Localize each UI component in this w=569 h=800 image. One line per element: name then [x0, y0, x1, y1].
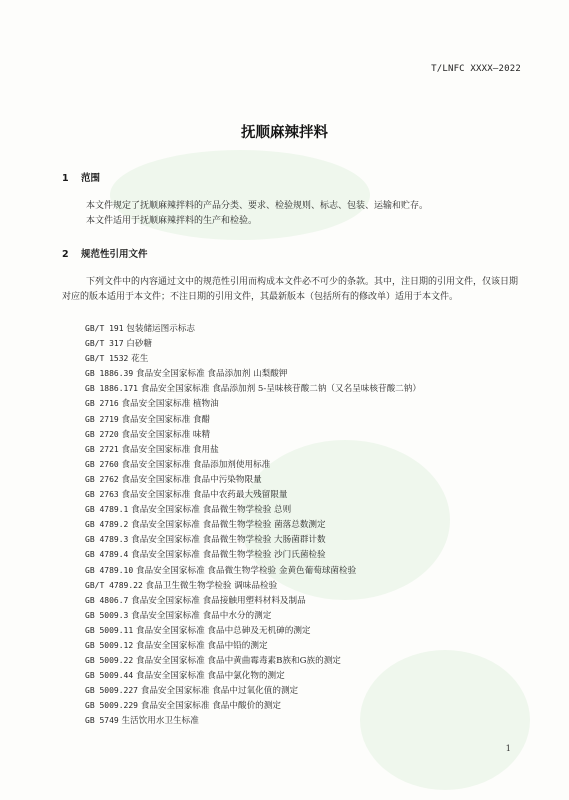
reference-code: GB 5009.12: [85, 640, 134, 650]
reference-title: 食品安全国家标准 食品微生物学检验 总则: [131, 505, 292, 516]
reference-item: [85, 457, 421, 472]
reference-item: [85, 532, 421, 547]
reference-item: [85, 578, 421, 593]
reference-code: GB 5009.11: [85, 625, 134, 635]
reference-item: [85, 517, 421, 532]
reference-title: 食品安全国家标准 食品中污染物限量: [121, 474, 262, 485]
reference-item: [85, 547, 421, 562]
reference-item: [85, 321, 421, 336]
reference-code: GB/T 4789.22: [85, 580, 143, 590]
reference-code: GB 4789.2: [85, 520, 129, 530]
reference-code: GB 2716: [85, 399, 119, 409]
section-number: 1: [62, 173, 69, 184]
reference-title: 食品安全国家标准 食品中氯化物的测定: [135, 671, 285, 682]
reference-item: [85, 668, 421, 683]
reference-code: GB 4789.3: [85, 535, 129, 545]
reference-title: 食品安全国家标准 食用盐: [121, 444, 219, 455]
section-title: 范围: [81, 173, 101, 184]
reference-item: [85, 442, 421, 457]
reference-code: GB 4789.1: [85, 505, 129, 515]
reference-item: [85, 412, 421, 427]
reference-title: 食品安全国家标准 食品微生物学检验 菌落总数测定: [131, 520, 326, 531]
section-2-intro: [62, 275, 522, 304]
reference-title: 食品安全国家标准 植物油: [121, 399, 219, 410]
section-number: 2: [62, 249, 69, 260]
reference-item: [85, 502, 421, 517]
paragraph: 本文件适用于抚顺麻辣拌料的生产和检验。: [86, 215, 258, 226]
reference-code: GB 5009.44: [85, 671, 134, 681]
reference-code: GB/T 191: [85, 324, 124, 333]
reference-title: 食品安全国家标准 食品中农药最大残留限量: [121, 490, 288, 501]
reference-item: [85, 381, 421, 396]
reference-item: [85, 351, 421, 366]
reference-title: 食品安全国家标准 食品添加剂使用标准: [121, 459, 271, 470]
reference-title: 食品安全国家标准 食品中黄曲霉毒素B族和G族的测定: [135, 656, 341, 667]
reference-title: 食品安全国家标准 味精: [121, 429, 211, 440]
reference-item: [85, 713, 421, 728]
page-number: 1: [505, 744, 511, 754]
reference-code: GB/T 1532: [85, 354, 129, 364]
reference-code: GB 4806.7: [85, 595, 129, 605]
reference-code: GB 2760: [85, 459, 119, 469]
reference-item: [85, 563, 421, 578]
reference-item: [85, 472, 421, 487]
paragraph: 本文件规定了抚顺麻辣拌料的产品分类、要求、检验规则、标志、包装、运输和贮存。: [86, 201, 429, 211]
reference-code: GB 2719: [85, 414, 119, 424]
reference-code: GB 4789.4: [85, 550, 129, 560]
reference-item: [85, 336, 421, 351]
reference-title: 食品安全国家标准 食品添加剂 山梨酸钾: [135, 369, 288, 380]
section-2-heading: [62, 246, 148, 260]
reference-item: [85, 487, 421, 502]
reference-title: 食品安全国家标准 食品微生物学检验 大肠菌群计数: [131, 535, 326, 546]
reference-item: [85, 653, 421, 668]
reference-code: GB 5009.22: [85, 656, 134, 666]
reference-item: [85, 396, 421, 411]
section-1-heading: [62, 170, 100, 184]
reference-item: [85, 608, 421, 623]
reference-title: 食品卫生微生物学检验 调味品检验: [145, 580, 278, 591]
reference-code: GB 2721: [85, 444, 119, 454]
reference-code: GB 5009.229: [85, 701, 138, 711]
reference-code: GB 2720: [85, 429, 119, 439]
reference-item: [85, 683, 421, 698]
section-1-body: [62, 199, 522, 228]
reference-code: GB 5009.3: [85, 610, 129, 620]
reference-code: GB 2763: [85, 490, 119, 500]
reference-item: [85, 623, 421, 638]
document-code: T/LNFC XXXX—2022: [431, 64, 521, 74]
reference-title: 食品安全国家标准 食品中水分的测定: [131, 610, 272, 621]
reference-title: 食品安全国家标准 食品中过氧化值的测定: [140, 686, 299, 697]
reference-code: GB 2762: [85, 474, 119, 484]
reference-title: 食品安全国家标准 食品中总砷及无机砷的测定: [135, 625, 311, 636]
reference-title: 食品安全国家标准 食品微生物学检验 金黄色葡萄球菌检验: [135, 565, 357, 576]
paragraph: 下列文件中的内容通过文中的规范性引用而构成本文件必不可少的条款。其中，注日期的引用文件，仅该日期对应的版本适用于本文件；不注日期的引用文件，其最新版本（包括所有的修改单）适用于本文件。: [62, 277, 519, 302]
section-title: 规范性引用文件: [81, 249, 148, 260]
reference-title: 食品安全国家标准 食醋: [121, 414, 211, 425]
reference-title: 花生: [131, 354, 149, 365]
reference-item: [85, 698, 421, 713]
reference-item: [85, 593, 421, 608]
reference-code: GB 5009.227: [85, 686, 138, 696]
document-title: 抚顺麻辣拌料: [241, 125, 328, 141]
reference-title: 食品安全国家标准 食品接触用塑料材料及制品: [131, 595, 306, 606]
reference-item: [85, 427, 421, 442]
reference-title: 食品安全国家标准 食品微生物学检验 沙门氏菌检验: [131, 550, 326, 561]
reference-code: GB 1886.171: [85, 384, 138, 394]
reference-item: [85, 366, 421, 381]
reference-code: GB 4789.10: [85, 565, 134, 575]
reference-title: 食品安全国家标准 食品中酸价的测定: [140, 701, 281, 712]
reference-code: GB 1886.39: [85, 369, 134, 379]
reference-title: 生活饮用水卫生标准: [121, 716, 199, 727]
reference-title: 食品安全国家标准 食品添加剂 5-呈味核苷酸二钠（又名呈味核苷酸二钠）: [140, 384, 421, 395]
reference-item: [85, 638, 421, 653]
reference-list: [85, 321, 421, 729]
reference-code: GB 5749: [85, 716, 119, 726]
reference-title: 包装储运图示标志: [126, 324, 196, 334]
reference-code: GB/T 317: [85, 339, 124, 349]
reference-title: 食品安全国家标准 食品中铅的测定: [135, 640, 268, 651]
reference-title: 白砂糖: [126, 339, 153, 350]
